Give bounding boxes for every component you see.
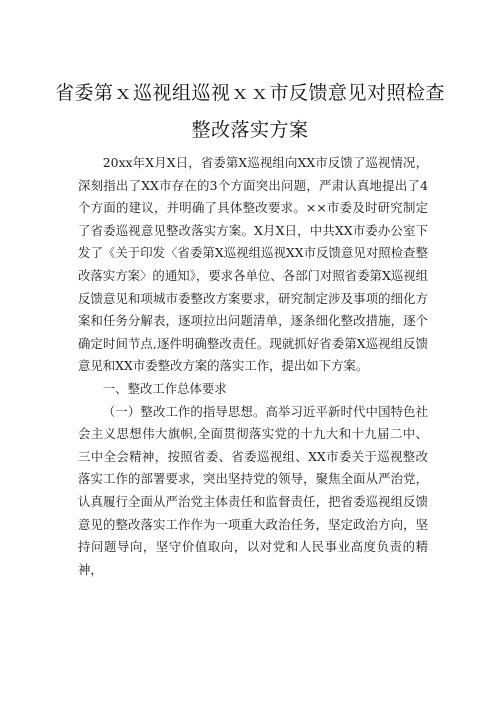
- intro-paragraph: 20xx年X月X日，省委第X巡视组向XX市反馈了巡视情况，深刻指出了XX市存在的3个方面突出问题，严肃认真地提出了4个方面的建议，并明确了具体整改要求。××市委及时研究制定了省委巡视意见整改落实方案。X月X日，中共XX市委办公室下发了《关于印发〈省委第X巡视组巡视XX市反馈意见对照检查整改落实方案〉的通知》，要求各单位、各部门对照省委第X巡视组反馈意见和项城市委整改方案要求，研究制定涉及事项的细化方案和任务分解表，逐项拉出问题清单，逐条细化整改措施，逐个确定时间节点,逐件明确整改责任。现就抓好省委第X巡视组反馈意见和XX市委整改方案的落实工作，提出如下方案。: [78, 155, 428, 374]
- document-body: [78, 152, 428, 581]
- section-heading-general-requirements: 一、整改工作总体要求: [102, 380, 227, 396]
- document-title-line-1: 省委第ｘ巡视组巡视ｘｘ市反馈意见对照检查: [54, 82, 445, 104]
- guiding-ideology-paragraph: （一）整改工作的指导思想。高举习近平新时代中国特色社会主义思想伟大旗帜,全面贯彻落实党的十九大和十九届二中、三中全会精神，按照省委、省委巡视组、XX市委关于巡视整改落实工作的部署要求，突出坚持党的领导，聚焦全面从严治党，认真履行全面从严治党主体责任和监督责任，把省委巡视组反馈意见的整改落实工作作为一项重大政治任务，坚定政治方向，坚持问题导向，坚守价值取向，以对党和人民事业高度负责的精神，: [78, 403, 428, 577]
- document-title-line-2: 整改落实方案: [191, 119, 309, 141]
